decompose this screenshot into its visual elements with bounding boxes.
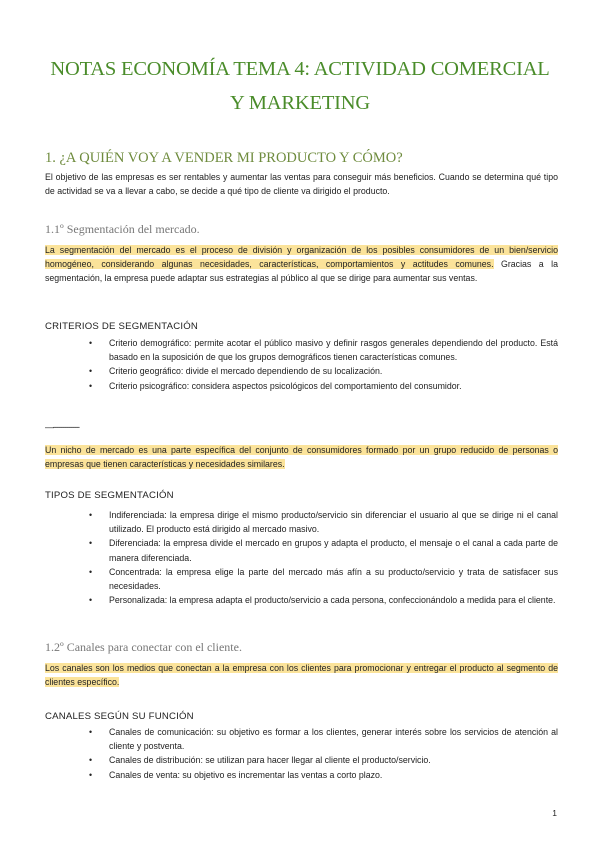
list-item: • Criterio geográfico: divide el mercado dependiendo de su localización. xyxy=(87,364,558,378)
types-list xyxy=(87,508,558,607)
intro-paragraph: El objetivo de las empresas es ser rentables y aumentar las ventas para conseguir más beneficios. Cuando se determina qué tipo de actividad se va a llevar a cabo, se decide a qué tipo de cliente va dirigido el producto. xyxy=(45,172,558,197)
subsection-1-2-heading: 1.2º Canales para conectar con el cliente. xyxy=(45,640,242,654)
document-title xyxy=(30,52,570,120)
segmentation-paragraph xyxy=(45,243,558,286)
list-item: • Personalizada: la empresa adapta el producto/servicio a cada persona, confeccionándolo a medida para el cliente. xyxy=(87,593,558,607)
list-item: • Canales de comunicación: su objetivo es formar a los clientes, generar interés sobre los servicios de atención al cliente y postventa. xyxy=(87,725,558,753)
list-item: • Criterio demográfico: permite acotar el público masivo y definir rasgos generales dependiendo del producto. Está basado en la suposición de que los grupos demográficos tienen características comunes. xyxy=(87,336,558,364)
channels-highlight: Los canales son los medios que conectan a la empresa con los clientes para promocionar y entregar el producto al segmento de clientes específico. xyxy=(45,663,558,688)
title-line-2: Y MARKETING xyxy=(230,92,370,114)
types-heading: TIPOS DE SEGMENTACIÓN xyxy=(45,490,174,501)
segmentation-highlight: La segmentación del mercado es el proceso de división y organización de los posibles consumidores de un bien/servicio homogéneo, considerando algunas necesidades, características, comportamientos y actitudes comunes. xyxy=(45,245,558,270)
channels-list xyxy=(87,725,558,782)
title-line-1: NOTAS ECONOMÍA TEMA 4: ACTIVIDAD COMERCIAL xyxy=(50,58,550,80)
niche-paragraph xyxy=(45,443,558,471)
section-1-heading: 1. ¿A QUIÉN VOY A VENDER MI PRODUCTO Y CÓMO? xyxy=(45,150,403,166)
channels-paragraph xyxy=(45,661,558,689)
segmentation-rest: Gracias a la segmentación, la empresa puede adaptar sus estrategias al público al que se dirige para aumentar sus ventas. xyxy=(45,259,558,284)
niche-highlight: Un nicho de mercado es una parte específica del conjunto de consumidores formado por un grupo reducido de personas o empresas que tienen características y necesidades similares. xyxy=(45,445,558,470)
separator: —------------- xyxy=(45,422,79,432)
list-item: • Indiferenciada: la empresa dirige el mismo producto/servicio sin diferenciar el usuario al que se dirige ni el canal utilizado. El producto está dirigido al mercado masivo. xyxy=(87,508,558,536)
list-item: • Canales de distribución: se utilizan para hacer llegar al cliente el producto/servicio. xyxy=(87,753,558,767)
criteria-list xyxy=(87,336,558,393)
list-item: • Diferenciada: la empresa divide el mercado en grupos y adapta el producto, el mensaje o el canal a cada parte de manera diferenciada. xyxy=(87,536,558,564)
list-item: • Canales de venta: su objetivo es incrementar las ventas a corto plazo. xyxy=(87,768,558,782)
list-item: • Criterio psicográfico: considera aspectos psicológicos del comportamiento del consumidor. xyxy=(87,379,558,393)
criteria-heading: CRITERIOS DE SEGMENTACIÓN xyxy=(45,321,199,332)
subsection-1-1-heading: 1.1º Segmentación del mercado. xyxy=(45,222,200,236)
page-number: 1 xyxy=(552,808,557,818)
list-item: • Concentrada: la empresa elige la parte del mercado más afín a su producto/servicio y trata de satisfacer sus necesidades. xyxy=(87,565,558,593)
channels-heading: CANALES SEGÚN SU FUNCIÓN xyxy=(45,711,194,722)
